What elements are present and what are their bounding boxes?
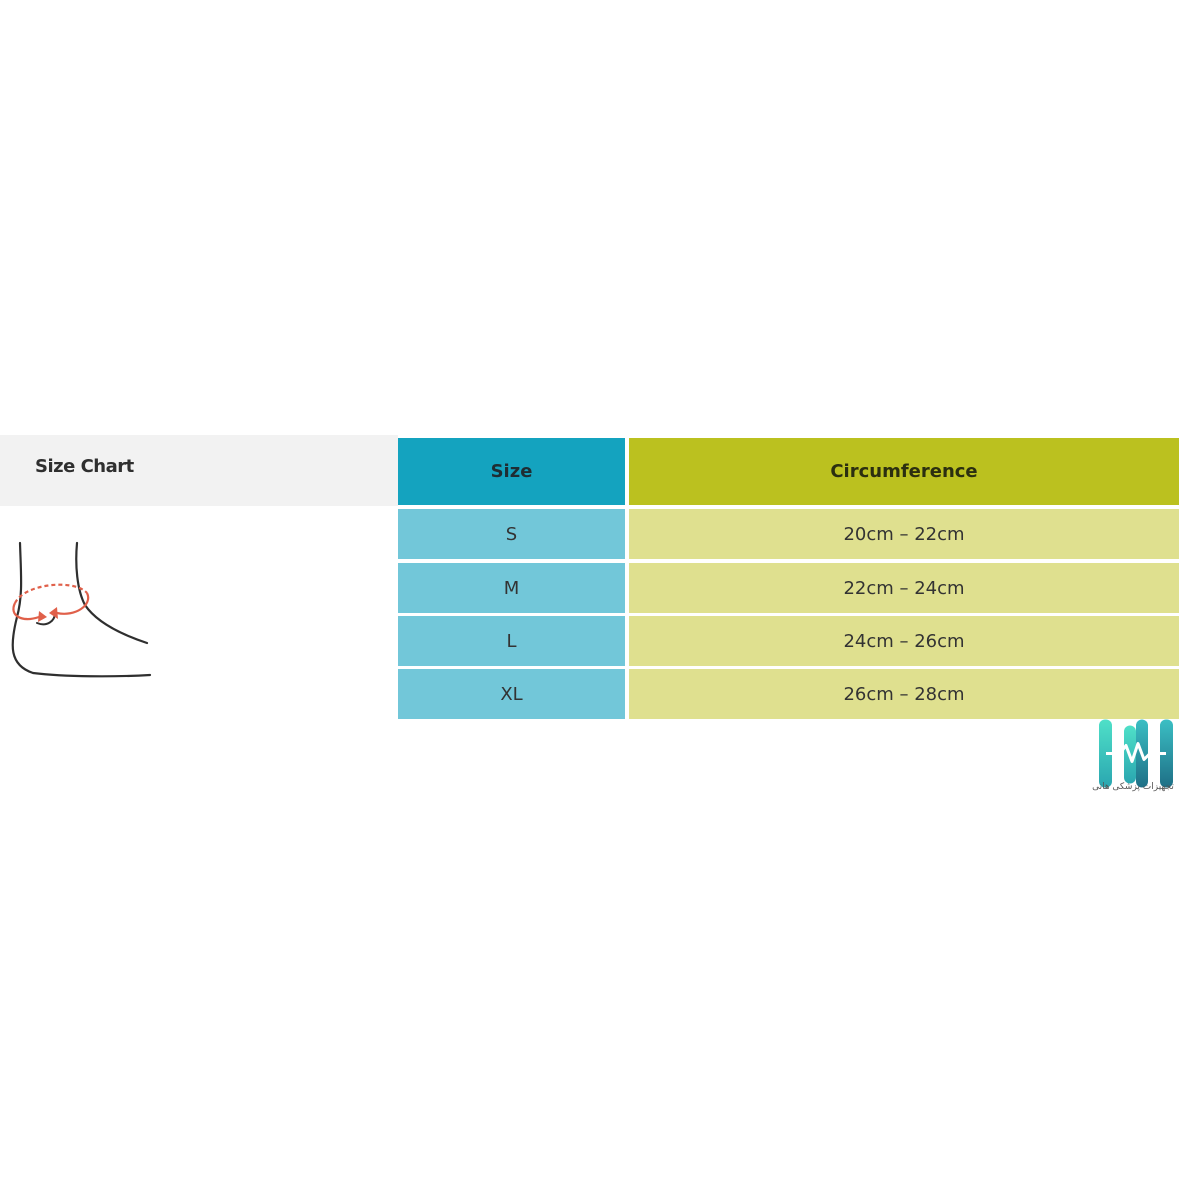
logo-caption: تجهیزات پزشکی هانی (1092, 782, 1174, 792)
size-cell: L (398, 616, 625, 666)
circumference-cell: 22cm – 24cm (629, 563, 1179, 613)
size-chart-title: Size Chart (35, 456, 134, 477)
size-cell: XL (398, 669, 625, 719)
circumference-cell: 20cm – 22cm (629, 509, 1179, 559)
header-size: Size (398, 438, 625, 505)
circumference-cell: 26cm – 28cm (629, 669, 1179, 719)
ankle-measure-icon (5, 535, 155, 685)
header-circumference: Circumference (629, 438, 1179, 505)
circumference-cell: 24cm – 26cm (629, 616, 1179, 666)
size-cell: S (398, 509, 625, 559)
size-cell: M (398, 563, 625, 613)
